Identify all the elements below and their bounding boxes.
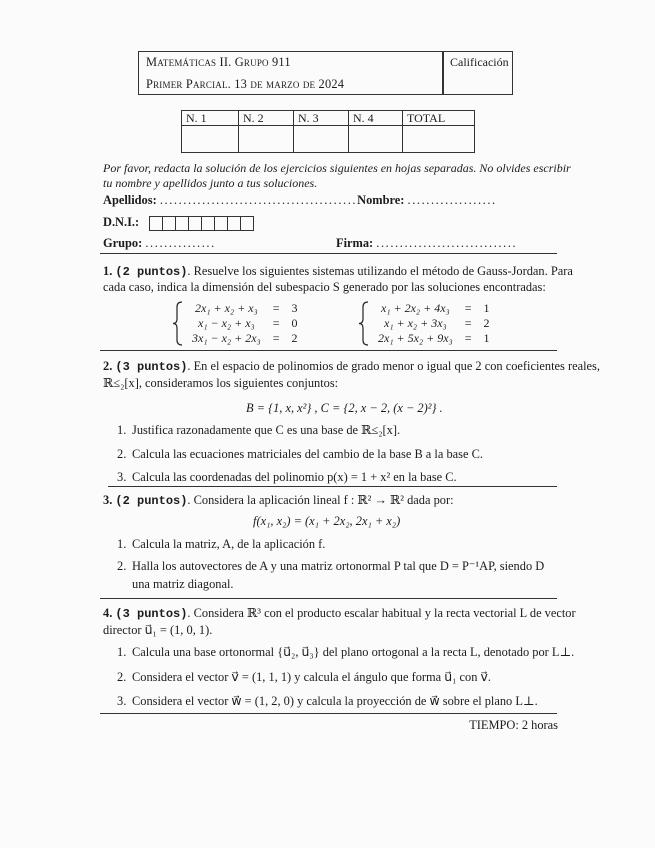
problem-3-line1 xyxy=(103,493,454,507)
score-col-header: TOTAL xyxy=(403,111,475,126)
course-title: Matemáticas II. Grupo 911 xyxy=(146,55,291,69)
list-item xyxy=(117,559,544,573)
instructions-line: Por favor, redacta la solución de los ejercicios siguientes en hojas separadas. No olvides escribir xyxy=(103,161,571,175)
list-item xyxy=(117,645,574,659)
brace-icon xyxy=(358,301,370,346)
score-cell xyxy=(182,126,239,153)
equation-rhs: 2 xyxy=(291,331,298,345)
item-text: Calcula las coordenadas del polinomio p(x) = 1 + x² en la base C. xyxy=(132,470,457,484)
item-number: 2. xyxy=(117,447,127,461)
dni-digit-box[interactable] xyxy=(149,216,163,231)
equation-eq: = xyxy=(464,331,472,345)
brace-icon xyxy=(172,301,184,346)
divider xyxy=(108,486,557,487)
dni-digit-box[interactable] xyxy=(162,216,176,231)
dni-digit-box[interactable] xyxy=(188,216,202,231)
item-number: 3. xyxy=(117,470,127,484)
name-dots: ................... xyxy=(407,193,497,207)
signature-dots: .............................. xyxy=(376,236,518,250)
list-item xyxy=(117,537,325,551)
dni-digit-box[interactable] xyxy=(240,216,254,231)
signature-label: Firma: xyxy=(336,236,374,250)
signature-field[interactable] xyxy=(336,236,517,250)
divider xyxy=(100,713,557,714)
equation-eq: = xyxy=(464,316,472,330)
equation-rhs: 3 xyxy=(291,301,298,315)
problem-number: 2. xyxy=(103,359,113,373)
problem-1-line1 xyxy=(103,264,573,278)
problem-1-line2: cada caso, indica la dimensión del subespacio S generado por las soluciones encontradas: xyxy=(103,280,546,294)
item-text: Considera el vector w⃗ = (1, 2, 0) y calcula la proyección de w⃗ sobre el plano L⊥. xyxy=(132,694,538,708)
problem-2-line1 xyxy=(103,359,600,373)
list-item xyxy=(117,694,538,708)
problem-number: 3. xyxy=(103,493,113,507)
group-field[interactable] xyxy=(103,236,216,250)
equation-eq: = xyxy=(272,331,280,345)
exam-header-box xyxy=(138,51,513,95)
dni-digit-box[interactable] xyxy=(201,216,215,231)
equation-eq: = xyxy=(464,301,472,315)
grade-label: Calificación xyxy=(450,55,509,69)
name-label: Nombre: xyxy=(357,193,405,207)
equation-eq: = xyxy=(272,301,280,315)
equation-lhs: x₁ + x₂ + 3x₃ xyxy=(384,316,447,330)
item-number: 2. xyxy=(117,670,127,684)
problem-2-line2: ℝ≤₂[x], consideramos los siguientes conjuntos: xyxy=(103,376,339,390)
list-item xyxy=(117,423,400,437)
list-item xyxy=(117,470,457,484)
score-cell xyxy=(239,126,294,153)
equation-rhs: 2 xyxy=(483,316,490,330)
time-allowed: TIEMPO: 2 horas xyxy=(469,718,558,732)
score-cell xyxy=(349,126,403,153)
problem-text: . Resuelve los siguientes sistemas utilizando el método de Gauss-Jordan. Para xyxy=(187,264,573,278)
problem-2-display: B = {1, x, x²} , C = {2, x − 2, (x − 2)²} . xyxy=(246,401,443,415)
problem-points: (2 puntos) xyxy=(115,265,188,279)
problem-4-line2: director u⃗₁ = (1, 0, 1). xyxy=(103,623,213,637)
dni-digit-box[interactable] xyxy=(175,216,189,231)
problem-points: (3 puntos) xyxy=(115,360,188,374)
score-col-header: N. 4 xyxy=(349,111,403,126)
header-divider xyxy=(442,52,444,94)
dni-digit-box[interactable] xyxy=(227,216,241,231)
problem-3-display: f(x₁, x₂) = (x₁ + 2x₂, 2x₁ + x₂) xyxy=(253,514,401,528)
item-text: Justifica razonadamente que C es una base de ℝ≤₂[x]. xyxy=(132,423,401,437)
item-number: 1. xyxy=(117,645,127,659)
score-table xyxy=(181,110,475,153)
equation-rhs: 1 xyxy=(483,301,490,315)
dni-digit-box[interactable] xyxy=(214,216,228,231)
score-cell xyxy=(294,126,349,153)
divider xyxy=(100,598,557,599)
score-col-header: N. 2 xyxy=(239,111,294,126)
group-label: Grupo: xyxy=(103,236,143,250)
dni-label: D.N.I.: xyxy=(103,215,140,229)
item-number: 1. xyxy=(117,537,127,551)
divider xyxy=(100,253,557,254)
problem-text: . En el espacio de polinomios de grado menor o igual que 2 con coeficientes reales, xyxy=(187,359,600,373)
score-cell xyxy=(403,126,475,153)
surname-label: Apellidos: xyxy=(103,193,157,207)
problem-points: (3 puntos) xyxy=(115,607,188,621)
item-text: Calcula las ecuaciones matriciales del cambio de la base B a la base C. xyxy=(132,447,483,461)
item-number: 2. xyxy=(117,559,127,573)
problem-points: (2 puntos) xyxy=(115,494,188,508)
equation-rhs: 1 xyxy=(483,331,490,345)
item-number: 3. xyxy=(117,694,127,708)
list-item xyxy=(117,670,491,684)
problem-text: . Considera ℝ³ con el producto escalar habitual y la recta vectorial L de vector xyxy=(187,606,576,620)
problem-4-line1 xyxy=(103,606,576,620)
list-item-continuation: una matriz diagonal. xyxy=(132,577,234,591)
item-text: Calcula una base ortonormal {u⃗₂, u⃗₃} del plano ortogonal a la recta L, denotado por L⊥. xyxy=(132,645,575,659)
group-dots: ............... xyxy=(145,236,216,250)
item-text: Calcula la matriz, A, de la aplicación f. xyxy=(132,537,326,551)
instructions-line: tu nombre y apellidos junto a tus soluciones. xyxy=(103,176,318,190)
divider xyxy=(100,350,557,351)
score-col-header: N. 3 xyxy=(294,111,349,126)
equation-eq: = xyxy=(272,316,280,330)
item-text: Halla los autovectores de A y una matriz ortonormal P tal que D = P⁻¹AP, siendo D xyxy=(132,559,545,573)
dni-boxes[interactable] xyxy=(150,216,254,231)
equation-lhs: x₁ − x₂ + x₃ xyxy=(198,316,255,330)
problem-number: 4. xyxy=(103,606,113,620)
equation-lhs: x₁ + 2x₂ + 4x₃ xyxy=(381,301,450,315)
item-text: Considera el vector v⃗ = (1, 1, 1) y calcula el ángulo que forma u⃗₁ con v⃗. xyxy=(132,670,491,684)
surname-field[interactable] xyxy=(103,193,497,207)
score-col-header: N. 1 xyxy=(182,111,239,126)
equation-lhs: 2x₁ + 5x₂ + 9x₃ xyxy=(378,331,453,345)
equation-rhs: 0 xyxy=(291,316,298,330)
exam-title: Primer Parcial. 13 de marzo de 2024 xyxy=(146,77,345,91)
list-item xyxy=(117,447,483,461)
problem-number: 1. xyxy=(103,264,113,278)
item-number: 1. xyxy=(117,423,127,437)
equation-lhs: 2x₁ + x₂ + x₃ xyxy=(195,301,258,315)
equation-lhs: 3x₁ − x₂ + 2x₃ xyxy=(192,331,261,345)
surname-dots: .......................................... xyxy=(159,193,358,207)
problem-text: . Considera la aplicación lineal f : ℝ² → ℝ² dada por: xyxy=(187,493,454,507)
